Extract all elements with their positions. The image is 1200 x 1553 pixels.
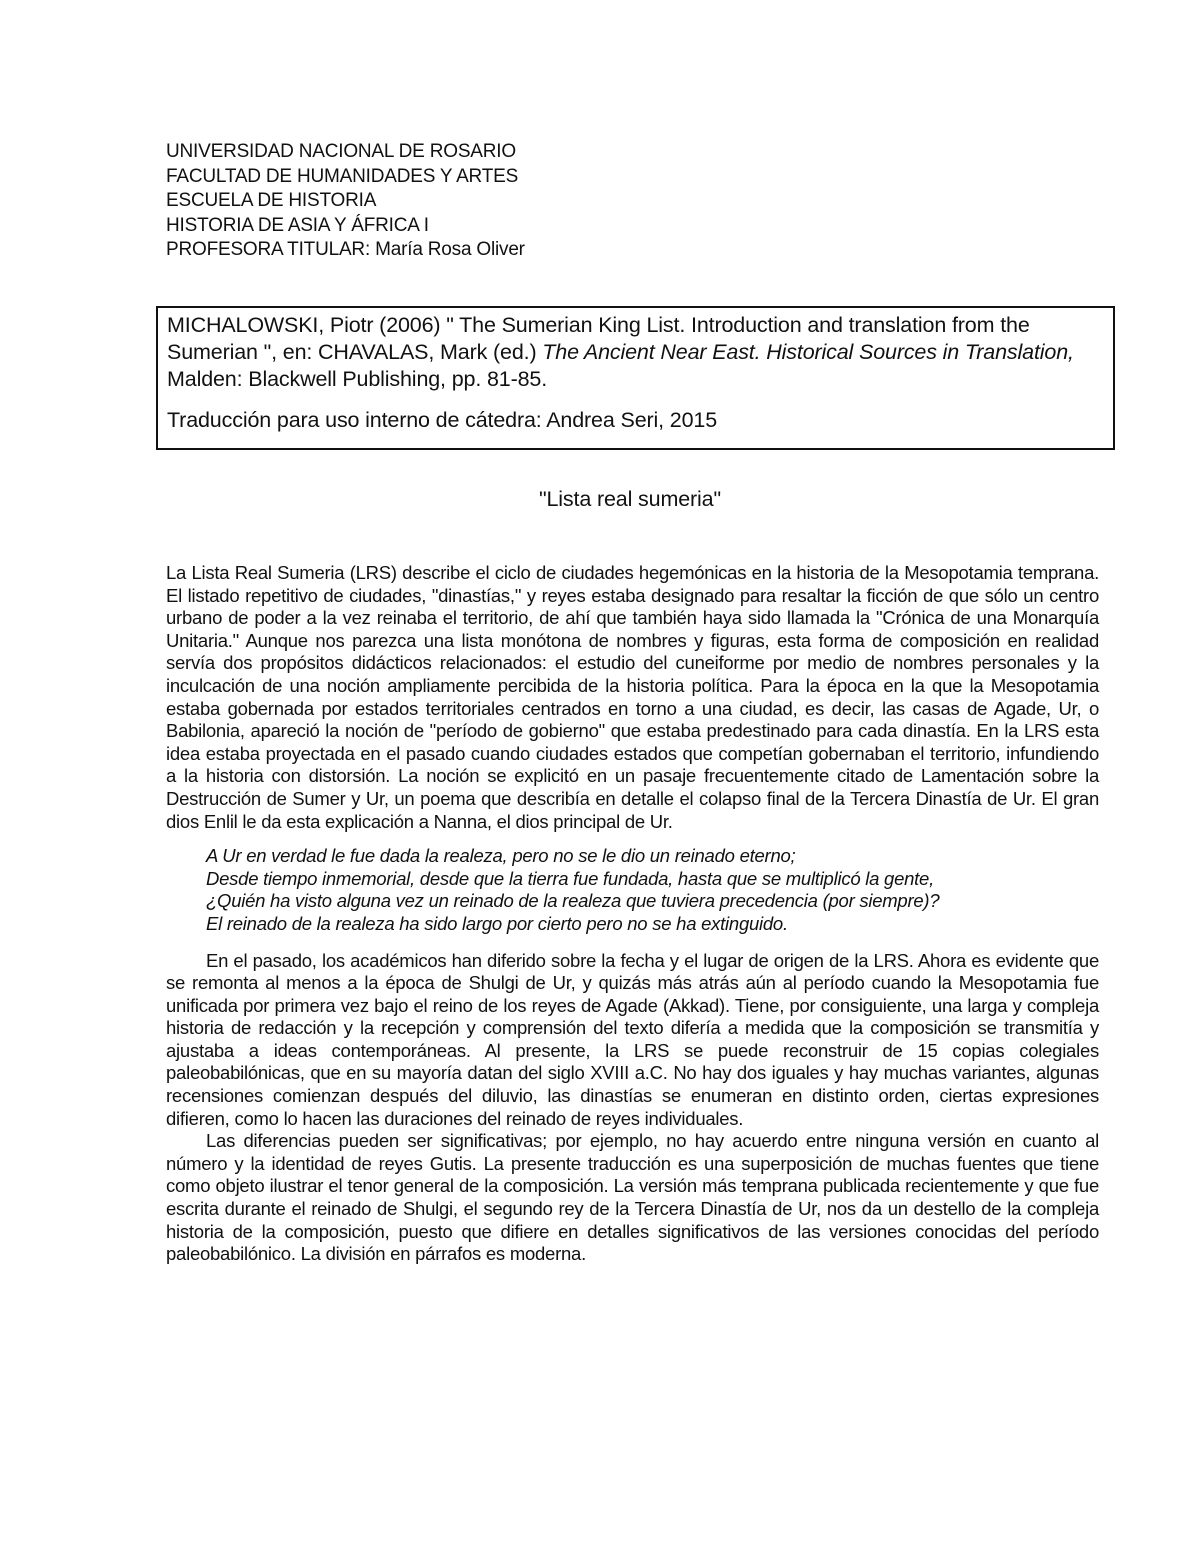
citation-reference [167, 312, 1113, 393]
quote-line-3: ¿Quién ha visto alguna vez un reinado de la realeza que tuviera precedencia (por siempre)? [206, 890, 940, 912]
citation-publisher: Malden: Blackwell Publishing, pp. 81-85. [167, 367, 548, 391]
header-school: ESCUELA DE HISTORIA [166, 190, 377, 211]
quote-line-2: Desde tiempo inmemorial, desde que la tierra fue fundada, hasta que se multiplicó la gente, [206, 867, 934, 889]
paragraph-1: La Lista Real Sumeria (LRS) describe el ciclo de ciudades hegemónicas en la historia de la Mesopotamia temprana. El listado repetitivo de ciudades, "dinastías," y reyes estaba designado para resaltar la ficción de que sólo un centro urbano de poder a la vez reinaba el territorio, de ahí que también haya sido llamada la "Crónica de una Monarquía Unitaria." Aunque nos parezca una lista monótona de nombres y figuras, esta forma de composición en realidad servía dos propósitos didácticos relacionados: el estudio del cuneiforme por medio de nombres personales y la inculcación de una noción ampliamente percibida de la historia política. Para la época en la que la Mesopotamia estaba gobernada por estados territoriales centrados en torno a una ciudad, es decir, las casas de Agade, Ur, o Babilonia, apareció la noción de "período de gobierno" que estaba predestinado para cada dinastía. En la LRS esta idea estaba proyectada en el pasado cuando ciudades estados que competían gobernaban el territorio, infundiendo a la historia con distorsión. La noción se explicitó en un pasaje frecuentemente citado de Lamentación sobre la Destrucción de Sumer y Ur, un poema que describía en detalle el colapso final de la Tercera Dinastía de Ur. El gran dios Enlil le da esta explicación a Nanna, el dios principal de Ur. [166, 562, 1099, 832]
translation-credit: Traducción para uso interno de cátedra: Andrea Seri, 2015 [167, 408, 718, 432]
paragraph-2: En el pasado, los académicos han diferido sobre la fecha y el lugar de origen de la LRS. Ahora es evidente que se remonta al menos a la época de Shulgi de Ur, y quizás más atrás aún al período cuando la Mesopotamia fue unificada por primera vez bajo el reino de los reyes de Agade (Akkad). Tiene, por consiguiente, una larga y compleja historia de redacción y la recepción y comprensión del texto difería a medida que la composición se transmitía y ajustaba a ideas contemporáneas. Al presente, la LRS se puede reconstruir de 15 copias colegiales paleobabilónicas, que en su mayoría datan del siglo XVIII a.C. No hay dos iguales y hay muchas variantes, algunas recensiones comienzan después del diluvio, las dinastías se enumeran en distinto orden, ciertas expresiones difieren, como lo hacen las duraciones del reinado de reyes individuales. [166, 949, 1099, 1129]
block-quote [206, 845, 1099, 935]
body-text [166, 562, 1099, 1266]
header-faculty: FACULTAD DE HUMANIDADES Y ARTES [166, 165, 519, 187]
header-university: UNIVERSIDAD NACIONAL DE ROSARIO [166, 141, 516, 162]
citation-box [156, 306, 1115, 450]
citation-authors: MICHALOWSKI, Piotr (2006) " The Sumerian King List. Introduction and translation from the Sumerian ", en: CHAVALAS, Mark (ed.) [167, 313, 1030, 364]
quote-line-1: A Ur en verdad le fue dada la realeza, pero no se le dio un reinado eterno; [206, 845, 796, 867]
citation-book-title: The Ancient Near East. Historical Sources in Translation, [542, 340, 1074, 364]
header-course: HISTORIA DE ASIA Y ÁFRICA I [166, 214, 429, 236]
quote-line-4: El reinado de la realeza ha sido largo por cierto pero no se ha extinguido. [206, 912, 788, 934]
document-title: "Lista real sumeria" [539, 487, 721, 511]
paragraph-3: Las diferencias pueden ser significativas; por ejemplo, no hay acuerdo entre ninguna versión en cuanto al número y la identidad de reyes Gutis. La presente traducción es una superposición de muchas fuentes que tiene como objeto ilustrar el tenor general de la composición. La versión más temprana publicada recientemente y que fue escrita durante el reinado de Shulgi, el segundo rey de la Tercera Dinastía de Ur, nos da un destello de la compleja historia de la composición, puesto que difiere en detalles significativos de las versiones conocidas del período paleobabilónico. La división en párrafos es moderna. [166, 1130, 1099, 1265]
header-professor: PROFESORA TITULAR: María Rosa Oliver [166, 239, 525, 260]
institution-header [166, 140, 966, 263]
